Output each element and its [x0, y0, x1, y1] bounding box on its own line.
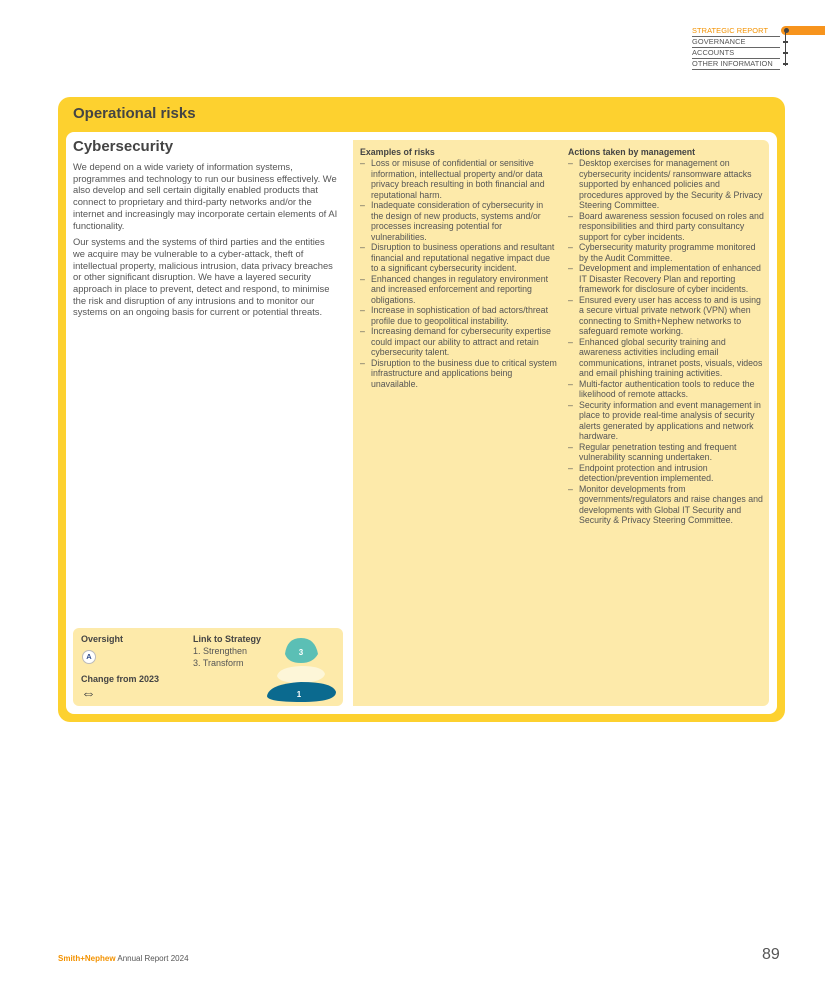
list-item: – Development and implementation of enhanced IT Disaster Recovery Plan and reporting framework for disclosure of cyber incidents. [568, 263, 765, 295]
strategy-item: 3. Transform [193, 658, 244, 668]
description-paragraph: Our systems and the systems of third parties and the entities we acquire may be vulnerable to a cyber-attack, theft of intellectual property, malicious intrusion, data privacy breaches or other significant disruption. We have a layered security approach in place to prevent, detect and respond, to minimise the risk and disruption of any intrusions and to monitor our systems on an ongoing basis for current or potential threats. [73, 236, 333, 318]
strategy-stones-icon [263, 634, 343, 704]
list-item: – Board awareness session focused on roles and responsibilities and third party consultancy support for cyber incidents. [568, 211, 765, 243]
list-item: – Ensured every user has access to and is using a secure virtual private network (VPN) when connecting to Smith+Nephew networks to safeguard remote working. [568, 295, 765, 337]
list-item: – Enhanced global security training and awareness activities including email communications, intranet posts, visuals, videos and email phishing training activities. [568, 337, 765, 379]
nav-strategic-report[interactable]: STRATEGIC REPORT [692, 26, 780, 37]
actions-heading: Actions taken by management [568, 147, 696, 157]
nav-other-information[interactable]: OTHER INFORMATION [692, 59, 780, 70]
list-item: – Security information and event management in place to provide real-time analysis of security alerts generated by applications and network hardware. [568, 400, 765, 442]
list-item: – Increase in sophistication of bad actors/threat profile due to geopolitical instability. [360, 305, 557, 326]
list-item: – Disruption to the business due to critical system infrastructure and applications being unavailable. [360, 358, 557, 390]
nav-rail [785, 30, 786, 66]
panel-title: Operational risks [73, 105, 196, 122]
list-item: – Loss or misuse of confidential or sensitive information, intellectual property and/or data privacy breach resulting in both financial and reputational harm. [360, 158, 557, 200]
no-change-arrow-icon: ⇔ [81, 685, 96, 702]
list-item: – Desktop exercises for management on cybersecurity incidents/ ransomware attacks supported by enhanced policies and procedures approved by the Security & Privacy Steering Committee. [568, 158, 765, 211]
footer-text: Annual Report 2024 [115, 954, 189, 963]
operational-risks-panel [58, 97, 785, 722]
strategy-item: 1. Strengthen [193, 646, 248, 656]
examples-heading: Examples of risks [360, 147, 435, 157]
stone-bottom-label: 1 [296, 690, 302, 699]
change-label: Change from 2023 [81, 674, 160, 684]
nav-active-dot [784, 28, 789, 33]
list-item: – Regular penetration testing and frequent vulnerability scanning undertaken. [568, 442, 765, 463]
panel-inner [66, 132, 777, 714]
list-item: – Endpoint protection and intrusion detection/prevention implemented. [568, 463, 765, 484]
footer-brand: Smith+Nephew [58, 954, 116, 963]
list-item: – Enhanced changes in regulatory environment and increased enforcement and reporting obligations. [360, 274, 557, 306]
page-number: 89 [762, 946, 780, 963]
actions-list [561, 158, 769, 526]
management-actions-column [561, 140, 769, 706]
section-nav [692, 26, 780, 70]
nav-dot [783, 63, 788, 65]
oversight-badge: A [82, 650, 96, 664]
list-item: – Increasing demand for cybersecurity expertise could impact our ability to attract and retain cybersecurity talent. [360, 326, 557, 358]
description-paragraph: We depend on a wide variety of information systems, programmes and technology to run our business effectively. We also develop and sell certain digitally enabled products that connect to proprietary and third-party networks and/or the internet and increasingly may incorporate certain elements of AI functionality. [73, 161, 338, 231]
stone-top-label: 3 [298, 648, 304, 657]
stone-bottom [267, 682, 336, 702]
oversight-strategy-box [73, 628, 343, 706]
risk-title: Cybersecurity [73, 138, 174, 155]
nav-accounts[interactable]: ACCOUNTS [692, 48, 780, 59]
list-item: – Monitor developments from governments/regulators and raise changes and developments with Global IT Security and Security & Privacy Steering Committee. [568, 484, 765, 526]
list-item: – Inadequate consideration of cybersecurity in the design of new products, systems and/or processes increasing potential for vulnerabilities. [360, 200, 557, 242]
oversight-label: Oversight [81, 634, 124, 644]
footer [58, 954, 189, 963]
risk-description [73, 138, 338, 323]
nav-dot [783, 41, 788, 43]
examples-of-risks-column [353, 140, 561, 706]
strategy-label: Link to Strategy [193, 634, 262, 644]
nav-dot [783, 52, 788, 54]
list-item: – Disruption to business operations and resultant financial and reputational negative impact due to a significant cybersecurity incident. [360, 242, 557, 274]
list-item: – Cybersecurity maturity programme monitored by the Audit Committee. [568, 242, 765, 263]
nav-governance[interactable]: GOVERNANCE [692, 37, 780, 48]
stone-middle [277, 666, 325, 683]
examples-list [353, 158, 561, 389]
list-item: – Multi-factor authentication tools to reduce the likelihood of remote attacks. [568, 379, 765, 400]
